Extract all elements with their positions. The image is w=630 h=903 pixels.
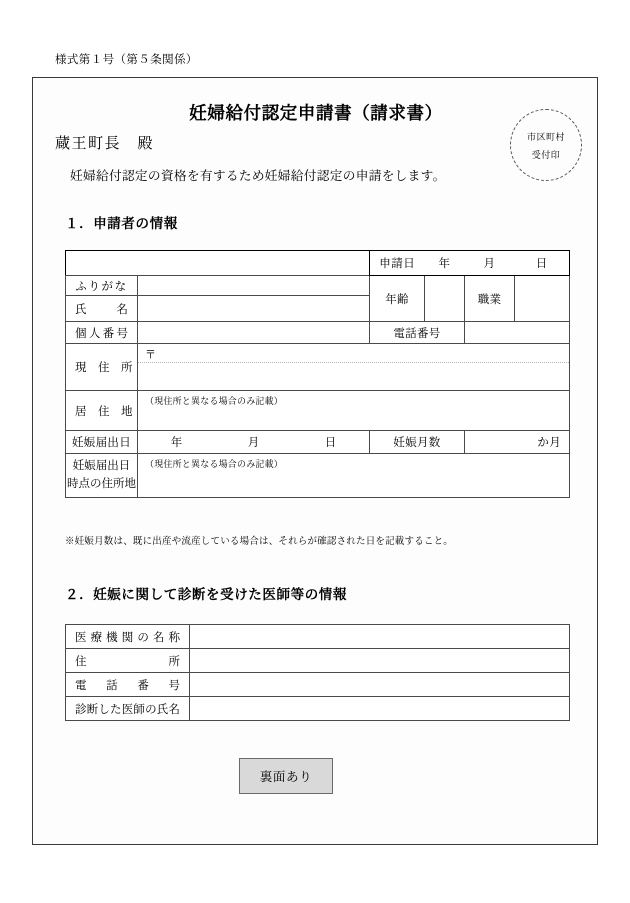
doctor-row-label: 医療機関の名称: [66, 625, 190, 649]
table-row-pregnancy-report-date: [66, 431, 570, 454]
declaration-text: 妊婦給付認定の資格を有するため妊婦給付認定の申請をします。: [70, 169, 446, 183]
residence-label: 居 住 地: [66, 391, 138, 431]
doctor-row-input[interactable]: [190, 673, 570, 697]
doctor-row-label: 診断した医師の氏名: [66, 697, 190, 721]
furigana-input[interactable]: [138, 276, 370, 296]
furigana-label: ふりがな: [66, 276, 138, 296]
doctor-row-input[interactable]: [190, 697, 570, 721]
applicant-information-table: [65, 250, 570, 498]
table-row-furigana: [66, 276, 570, 296]
table-row: [66, 625, 570, 649]
report-address-label: [66, 454, 138, 498]
report-address-label-line2: 時点の住所地: [67, 477, 136, 490]
receipt-stamp-line1: 市区町村: [526, 131, 565, 142]
back-side-button[interactable]: 裏面あり: [239, 758, 333, 794]
application-date-day: 日: [515, 251, 570, 276]
application-date-month: 月: [465, 251, 515, 276]
doctor-row-label: 住 所: [66, 649, 190, 673]
table-row-report-address: [66, 454, 570, 498]
doctor-row-label: 電 話 番 号: [66, 673, 190, 697]
pregnancy-date-month: 月: [247, 437, 260, 449]
name-input[interactable]: [138, 296, 370, 322]
table-row: [66, 649, 570, 673]
application-date-year: 年: [425, 251, 465, 276]
pregnancy-date-year: 年: [170, 437, 183, 449]
pregnancy-date-day: 日: [324, 437, 337, 449]
doctor-information-table: [65, 624, 570, 721]
phone-label: 電話番号: [370, 322, 465, 344]
table-row: [66, 673, 570, 697]
table-row-application-date: [66, 251, 570, 276]
residence-note: （現住所と異なる場合のみ記載）: [145, 396, 284, 406]
pregnancy-report-date-input[interactable]: [138, 431, 370, 454]
current-address-input[interactable]: [138, 344, 570, 391]
table-row: [66, 697, 570, 721]
form-number: 様式第１号（第５条関係）: [55, 54, 198, 66]
report-address-note: （現住所と異なる場合のみ記載）: [145, 459, 284, 469]
occupation-label: 職業: [465, 276, 515, 322]
page-frame: [32, 77, 598, 845]
receipt-stamp-circle: [510, 109, 582, 181]
table-row-residence: [66, 391, 570, 431]
section-heading-doctor: ２．妊娠に関して診断を受けた医師等の情報: [65, 587, 347, 602]
residence-input[interactable]: [138, 391, 570, 431]
table-row-current-address: [66, 344, 570, 391]
doctor-row-input[interactable]: [190, 649, 570, 673]
age-label: 年齢: [370, 276, 425, 322]
pregnancy-months-label: 妊娠月数: [370, 431, 465, 454]
pregnancy-months-input[interactable]: か月: [465, 431, 570, 454]
current-address-label: 現 住 所: [66, 344, 138, 391]
report-address-input[interactable]: [138, 454, 570, 498]
application-date-label: 申請日: [370, 251, 425, 276]
addressee: 蔵王町長 殿: [55, 136, 155, 152]
age-input[interactable]: [425, 276, 465, 322]
name-label: 氏 名: [66, 296, 138, 322]
mynumber-input[interactable]: [138, 322, 370, 344]
postal-divider: [138, 362, 569, 363]
mynumber-label: 個人番号: [66, 322, 138, 344]
section-heading-applicant: １．申請者の情報: [65, 216, 178, 231]
doctor-row-input[interactable]: [190, 625, 570, 649]
page-title: 妊婦給付認定申請書（請求書）: [189, 103, 443, 123]
pregnancy-report-date-label: 妊娠届出日: [66, 431, 138, 454]
receipt-stamp-line2: 受付印: [531, 149, 561, 160]
occupation-input[interactable]: [515, 276, 570, 322]
phone-input[interactable]: [465, 322, 570, 344]
report-address-label-line1: 妊娠届出日: [72, 459, 131, 472]
footnote: ※妊娠月数は、既に出産や流産している場合は、それらが確認された日を記載すること。: [65, 537, 454, 547]
table-row-mynumber: [66, 322, 570, 344]
postal-code-icon: 〒: [145, 349, 156, 361]
